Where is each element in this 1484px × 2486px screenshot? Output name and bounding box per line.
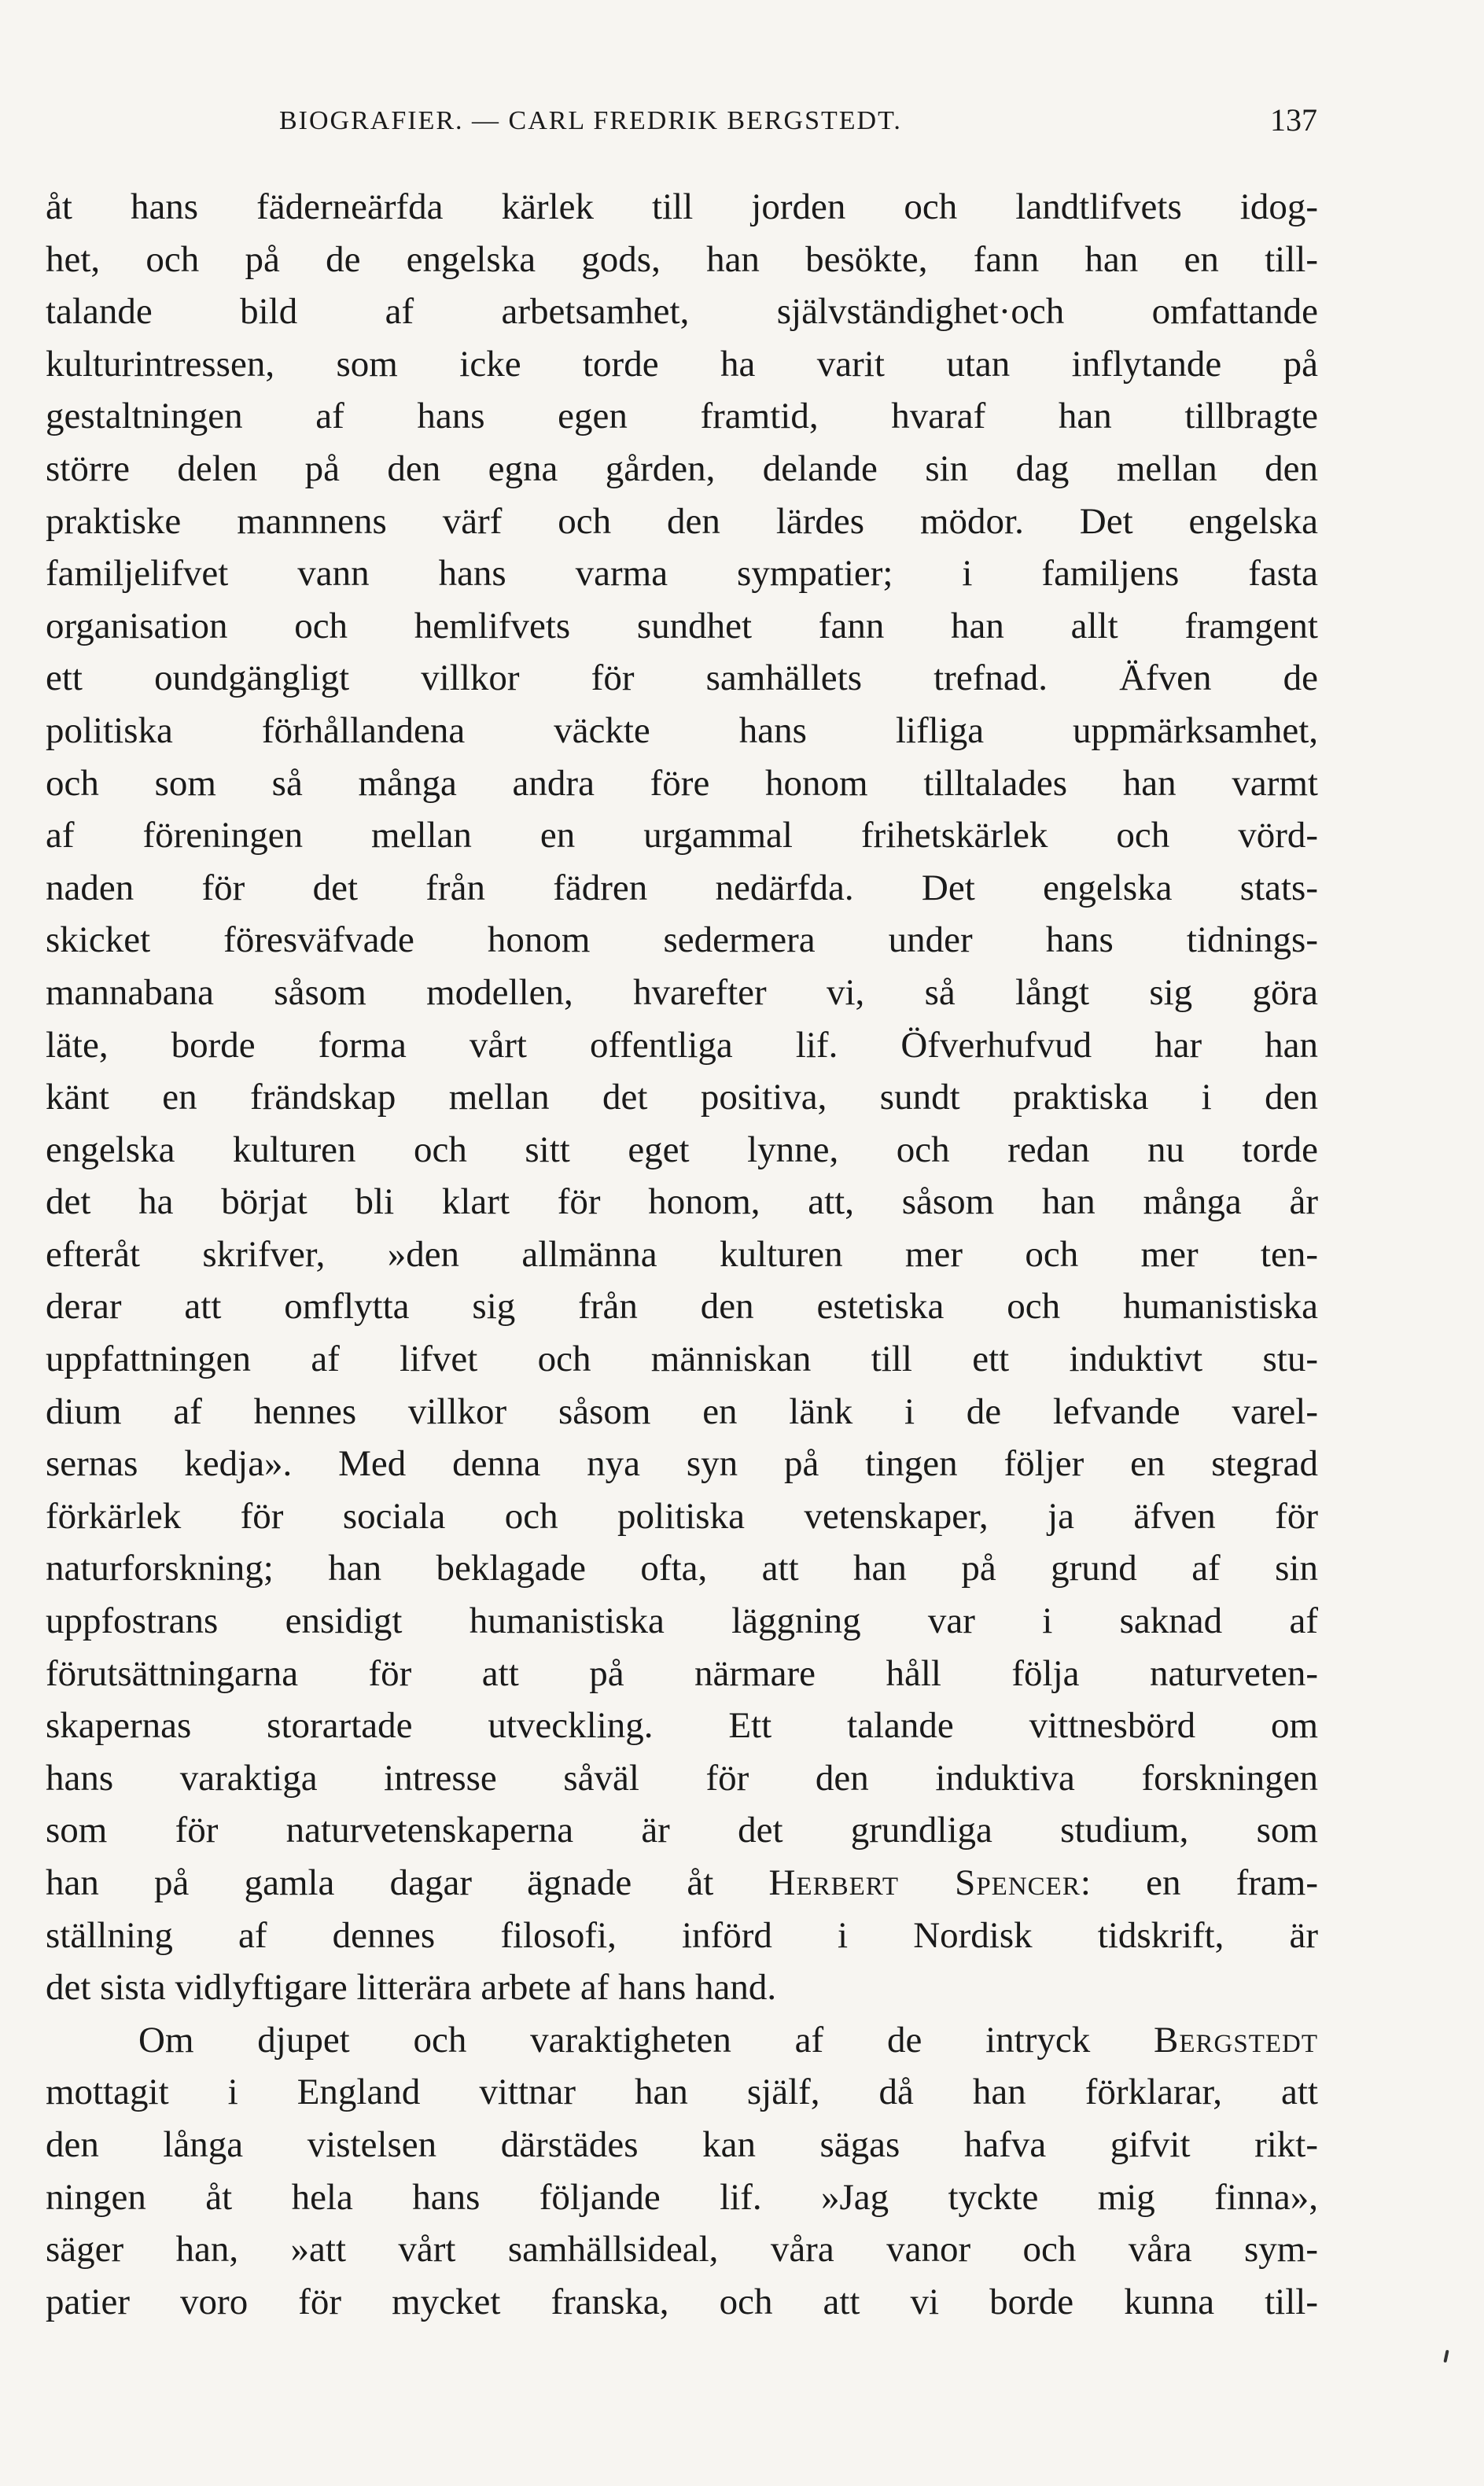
running-head-title: BIOGRAFIER. — CARL FREDRIK BERGSTEDT. <box>279 106 902 135</box>
person-name-bergstedt: Bergstedt <box>1154 2019 1319 2061</box>
text-line: dium af hennes villkor såsom en länk i de lefvande varel- <box>46 1390 1318 1432</box>
body-text <box>46 181 1318 2328</box>
page-number: 137 <box>1270 102 1317 138</box>
text-line: naturforskning; han beklagade ofta, att han på grund af sin <box>46 1548 1318 1589</box>
text-line-tail: : en fram- <box>1080 1862 1318 1903</box>
text-line: engelska kulturen och sitt eget lynne, och redan nu torde <box>46 1129 1318 1170</box>
text-line: skicket föresväfvade honom sedermera under hans tidnings- <box>46 919 1318 961</box>
text-line: familjelifvet vann hans varma sympatier; i familjens fasta <box>46 553 1318 595</box>
text-line: het, och på de engelska gods, han besökte, fann han en till- <box>46 238 1318 280</box>
text-line: naden för det från fädren nedärfda. Det engelska stats- <box>46 867 1318 908</box>
text-line: och som så många andra före honom tilltalades han varmt <box>46 762 1318 804</box>
text-line-bergstedt <box>46 2014 1318 2067</box>
text-line: praktiske mannnens värf och den lärdes mödor. Det engelska <box>46 500 1318 542</box>
text-line: gestaltningen af hans egen framtid, hvaraf han tillbragte <box>46 396 1318 437</box>
text-line: läte, borde forma vårt offentliga lif. Öfverhufvud har han <box>46 1024 1318 1066</box>
text-line: förkärlek för sociala och politiska vetenskaper, ja äfven för <box>46 1495 1318 1537</box>
paragraph-end-line: det sista vidlyftigare litterära arbete af hans hand. <box>46 1967 777 2009</box>
text-line: den långa vistelsen därstädes kan sägas hafva gifvit rikt- <box>46 2123 1318 2165</box>
text-line: förutsättningarna för att på närmare håll följa naturveten- <box>46 1652 1318 1694</box>
text-line: åt hans fäderneärfda kärlek till jorden och landtlifvets idog- <box>46 186 1318 227</box>
text-line: som för naturvetenskaperna är det grundliga studium, som <box>46 1810 1318 1851</box>
text-line: politiska förhållandena väckte hans lifliga uppmärksamhet, <box>46 709 1318 751</box>
text-line: ningen åt hela hans följande lif. »Jag tyckte mig finna», <box>46 2176 1318 2218</box>
running-head <box>279 98 1317 153</box>
text-line: efteråt skrifver, »den allmänna kulturen mer och mer ten- <box>46 1233 1318 1275</box>
text-line: mannabana såsom modellen, hvarefter vi, så långt sig göra <box>46 971 1318 1013</box>
text-line: känt en frändskap mellan det positiva, sundt praktiska i den <box>46 1077 1318 1118</box>
text-line: hans varaktiga intresse såväl för den induktiva forskningen <box>46 1757 1318 1799</box>
text-line: skapernas storartade utveckling. Ett talande vittnesbörd om <box>46 1705 1318 1747</box>
text-line: uppfostrans ensidigt humanistiska läggning var i saknad af <box>46 1600 1318 1642</box>
ink-speck <box>1443 2350 1449 2363</box>
text-line: derar att omflytta sig från den estetiska och humanistiska <box>46 1286 1318 1328</box>
person-name-herbert-spencer: Herbert Spencer <box>768 1862 1081 1903</box>
text-line-spencer <box>46 1857 1318 1910</box>
text-line: det ha börjat bli klart för honom, att, såsom han många år <box>46 1181 1318 1223</box>
text-line: sernas kedja». Med denna nya syn på tingen följer en stegrad <box>46 1443 1318 1485</box>
text-line: större delen på den egna gården, delande sin dag mellan den <box>46 447 1318 489</box>
text-line: säger han, »att vårt samhällsideal, våra vanor och våra sym- <box>46 2229 1318 2271</box>
text-line: patier voro för mycket franska, och att vi borde kunna till- <box>46 2281 1318 2322</box>
text-line: af föreningen mellan en urgammal frihetskärlek och vörd- <box>46 815 1318 856</box>
text-line: organisation och hemlifvets sundhet fann han allt framgent <box>46 605 1318 646</box>
text-line: mottagit i England vittnar han själf, då han förklarar, att <box>46 2072 1318 2113</box>
text-line-lead: Om djupet och varaktigheten af de intryck <box>138 2019 1091 2061</box>
text-line-lead: han på gamla dagar ägnade åt <box>46 1862 714 1903</box>
text-line: ett oundgängligt villkor för samhällets trefnad. Äfven de <box>46 657 1318 699</box>
text-line: talande bild af arbetsamhet, självständighet·och omfattande <box>46 291 1318 333</box>
text-line: ställning af dennes filosofi, införd i Nordisk tidskrift, är <box>46 1914 1318 1956</box>
text-line: uppfattningen af lifvet och människan till ett induktivt stu- <box>46 1339 1318 1380</box>
text-line: kulturintressen, som icke torde ha varit utan inflytande på <box>46 343 1318 385</box>
